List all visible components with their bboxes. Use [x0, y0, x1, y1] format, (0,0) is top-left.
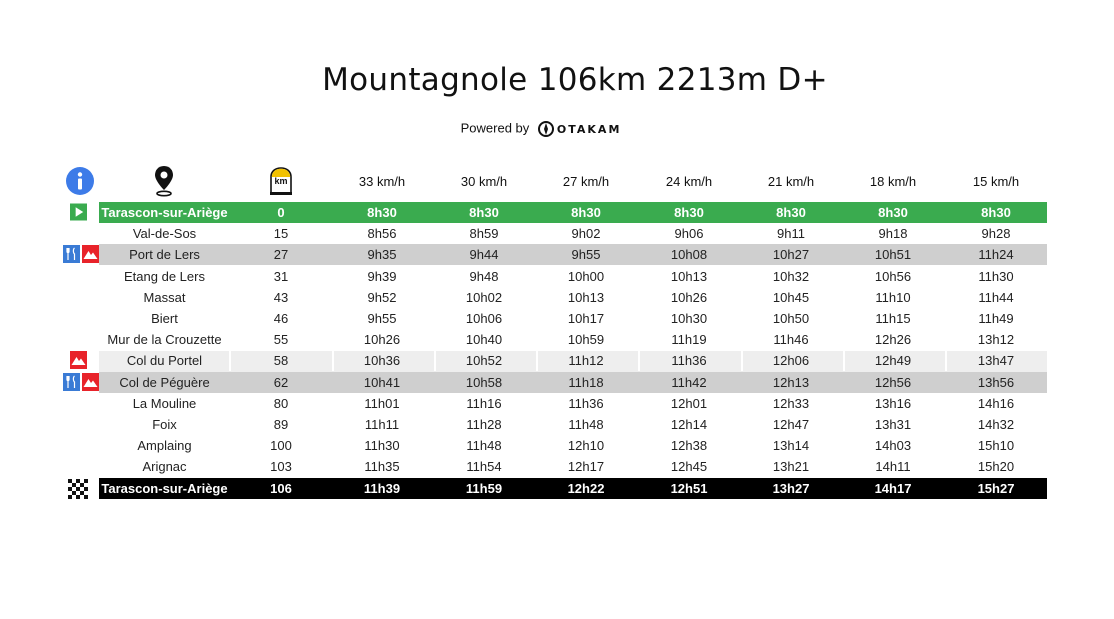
- checkpoint-name: Tarascon-sur-Ariège: [101, 205, 228, 220]
- table-row: [0, 393, 1114, 414]
- pass-time: 10h36: [363, 353, 401, 369]
- pass-time: 10h06: [465, 311, 503, 326]
- table-row: [0, 287, 1114, 308]
- pass-time: 11h10: [875, 289, 911, 305]
- pass-time: 12h13: [772, 374, 810, 390]
- pass-time: 10h51: [874, 247, 912, 263]
- checkpoint-km: 103: [270, 459, 292, 475]
- checkpoint-km: 89: [273, 417, 289, 432]
- checkpoint-km: 100: [270, 438, 292, 454]
- pass-time: 9h39: [367, 268, 397, 284]
- speed-header: 24 km/h: [665, 173, 713, 189]
- pass-time: 13h21: [772, 459, 810, 475]
- mountain-icon: [82, 245, 99, 263]
- pass-time: 8h30: [469, 205, 499, 220]
- table-row: [0, 372, 1114, 393]
- otakam-logo[interactable]: [537, 120, 622, 138]
- km-marker-icon: [266, 164, 296, 198]
- pass-time: 10h59: [567, 332, 605, 348]
- pass-time: 13h56: [977, 374, 1015, 390]
- pass-time: 10h45: [772, 289, 810, 305]
- checkpoint-name: La Mouline: [132, 395, 197, 411]
- pass-time: 12h14: [670, 417, 708, 432]
- location-pin-icon: [150, 164, 178, 198]
- pass-time: 11h49: [978, 311, 1014, 326]
- pass-time: 10h41: [363, 374, 401, 390]
- pass-time: 9h35: [367, 247, 397, 263]
- pass-time: 10h17: [567, 311, 605, 326]
- powered-by-label: Powered by: [460, 120, 530, 136]
- checkpoint-km: 0: [277, 205, 285, 220]
- row-icons: [63, 245, 99, 265]
- pass-time: 11h30: [978, 268, 1014, 284]
- pass-time: 10h40: [465, 332, 503, 348]
- checkpoint-name: Port de Lers: [129, 247, 200, 263]
- table-row: [0, 223, 1114, 244]
- food-icon: [63, 245, 80, 263]
- table-header: [0, 164, 1114, 198]
- pass-time: 12h49: [874, 353, 912, 369]
- pass-time: 12h01: [670, 395, 708, 411]
- pass-time: 9h55: [571, 247, 601, 263]
- table-row: [0, 414, 1114, 435]
- page-title: Mountagnole 106km 2213m D+: [322, 62, 828, 98]
- pass-time: 10h50: [772, 311, 810, 326]
- pass-time: 10h32: [772, 268, 810, 284]
- pass-time: 12h22: [567, 480, 605, 496]
- pass-time: 15h10: [977, 438, 1015, 454]
- pass-time: 10h52: [465, 353, 503, 369]
- pass-time: 10h27: [772, 247, 810, 263]
- pass-time: 11h12: [568, 353, 604, 369]
- checkpoint-km: 31: [273, 268, 289, 284]
- pass-time: 12h17: [567, 459, 605, 475]
- pass-time: 12h33: [772, 395, 810, 411]
- pass-time: 11h46: [773, 332, 809, 348]
- pass-time: 9h02: [571, 226, 601, 242]
- pass-time: 8h30: [878, 205, 908, 220]
- pass-time: 11h48: [568, 417, 604, 432]
- pass-time: 12h26: [874, 332, 912, 348]
- checkpoint-name: Arignac: [142, 459, 187, 475]
- pass-time: 10h56: [874, 268, 912, 284]
- checkpoint-km: 43: [273, 289, 289, 305]
- speed-header: 33 km/h: [358, 173, 406, 189]
- checkpoint-km: 46: [273, 311, 289, 326]
- pass-time: 11h36: [671, 353, 707, 369]
- pass-time: 11h35: [364, 459, 400, 475]
- info-icon[interactable]: [64, 164, 96, 198]
- pass-time: 9h48: [469, 268, 499, 284]
- pass-time: 14h03: [874, 438, 912, 454]
- pass-time: 11h30: [364, 438, 400, 454]
- pass-time: 13h31: [874, 417, 912, 432]
- pass-time: 12h51: [670, 480, 708, 496]
- speed-header: 21 km/h: [767, 173, 815, 189]
- checkpoint-name: Tarascon-sur-Ariège: [101, 480, 228, 496]
- pass-time: 10h58: [465, 374, 503, 390]
- table-row: [0, 329, 1114, 350]
- otakam-logo-icon: [537, 120, 555, 138]
- pass-time: 9h52: [367, 289, 397, 305]
- pass-time: 10h26: [363, 332, 401, 348]
- pass-time: 8h30: [571, 205, 601, 220]
- start-row: [0, 202, 1114, 223]
- pass-time: 12h47: [772, 417, 810, 432]
- checkpoint-km: 58: [273, 353, 289, 369]
- row-icons: [63, 373, 99, 393]
- pass-time: 9h55: [367, 311, 397, 326]
- pass-time: 8h30: [776, 205, 806, 220]
- pass-time: 11h44: [978, 289, 1014, 305]
- pass-time: 12h10: [567, 438, 605, 454]
- pass-time: 12h38: [670, 438, 708, 454]
- pass-time: 10h00: [567, 268, 605, 284]
- checkpoint-name: Biert: [151, 311, 178, 326]
- pass-time: 9h06: [674, 226, 704, 242]
- pass-time: 9h11: [777, 226, 805, 242]
- pass-time: 14h16: [977, 395, 1015, 411]
- table-row: [0, 350, 1114, 371]
- pass-time: 13h14: [772, 438, 810, 454]
- pass-time: 9h18: [878, 226, 908, 242]
- pass-time: 13h47: [977, 353, 1015, 369]
- pass-time: 14h32: [977, 417, 1015, 432]
- pass-time: 8h30: [981, 205, 1011, 220]
- pass-time: 8h30: [674, 205, 704, 220]
- table-row: [0, 456, 1114, 477]
- pass-time: 12h06: [772, 353, 810, 369]
- table-row: [0, 308, 1114, 329]
- pass-time: 11h36: [568, 395, 604, 411]
- food-icon: [63, 373, 80, 391]
- row-icons: [70, 203, 87, 223]
- checkpoint-km: 55: [273, 332, 289, 348]
- row-icons: [70, 351, 87, 371]
- pass-time: 10h02: [465, 289, 503, 305]
- pass-time: 15h20: [977, 459, 1015, 475]
- pass-time: 15h27: [977, 480, 1015, 496]
- pass-time: 8h56: [367, 226, 397, 242]
- pass-time: 11h39: [363, 480, 401, 496]
- finish-row: [0, 478, 1114, 499]
- pass-time: 11h18: [568, 374, 604, 390]
- table-row: [0, 244, 1114, 265]
- pass-time: 10h13: [567, 289, 605, 305]
- mountain-icon: [70, 351, 87, 369]
- pass-time: 11h16: [466, 395, 502, 411]
- pass-time: 11h42: [671, 374, 707, 390]
- pass-time: 10h08: [670, 247, 708, 263]
- pass-time: 11h15: [875, 311, 911, 326]
- table-row: [0, 435, 1114, 456]
- pass-time: 10h13: [670, 268, 708, 284]
- checkpoint-km: 15: [273, 226, 289, 242]
- checkpoint-name: Mur de la Crouzette: [107, 332, 222, 348]
- play-icon[interactable]: [70, 203, 87, 221]
- table-row: [0, 266, 1114, 287]
- mountain-icon: [82, 373, 99, 391]
- pass-time: 11h11: [364, 417, 400, 432]
- checkpoint-name: Col de Péguère: [119, 374, 210, 390]
- checkpoint-km: 80: [273, 395, 289, 411]
- speed-header: 18 km/h: [869, 173, 917, 189]
- checkpoint-name: Col du Portel: [126, 353, 203, 369]
- pass-time: 13h27: [772, 480, 810, 496]
- checkpoint-name: Amplaing: [137, 438, 192, 454]
- pass-time: 14h11: [875, 459, 911, 475]
- pass-time: 11h54: [466, 459, 502, 475]
- speed-header: 30 km/h: [460, 173, 508, 189]
- pass-time: 9h44: [469, 247, 499, 263]
- pass-time: 12h56: [874, 374, 912, 390]
- pass-time: 11h48: [466, 438, 502, 454]
- pass-time: 11h19: [671, 332, 707, 348]
- otakam-brand: OTAKAM: [556, 122, 622, 136]
- pass-time: 10h30: [670, 311, 708, 326]
- speed-header: 27 km/h: [562, 173, 610, 189]
- km-badge-label: km: [274, 176, 288, 186]
- checkered-flag-icon: [68, 479, 88, 499]
- checkpoint-name: Foix: [152, 417, 177, 432]
- pass-time: 11h24: [978, 247, 1014, 263]
- row-icons: [68, 479, 88, 499]
- pass-time: 12h45: [670, 459, 708, 475]
- checkpoint-name: Etang de Lers: [124, 268, 205, 284]
- pass-time: 13h16: [874, 395, 912, 411]
- speed-header: 15 km/h: [972, 173, 1020, 189]
- powered-by: [0, 120, 1082, 138]
- pass-time: 14h17: [874, 480, 912, 496]
- pass-time: 11h01: [364, 395, 400, 411]
- checkpoint-km: 106: [270, 480, 292, 496]
- pass-time: 8h30: [367, 205, 397, 220]
- pass-time: 8h59: [469, 226, 499, 242]
- pass-time: 9h28: [981, 226, 1011, 242]
- checkpoint-km: 62: [273, 374, 289, 390]
- pass-time: 13h12: [977, 332, 1015, 348]
- checkpoint-name: Massat: [143, 289, 186, 305]
- pass-time: 10h26: [670, 289, 708, 305]
- pass-time: 11h59: [465, 480, 503, 496]
- checkpoint-km: 27: [273, 247, 289, 263]
- checkpoint-name: Val-de-Sos: [132, 226, 197, 242]
- pass-time: 11h28: [466, 417, 502, 432]
